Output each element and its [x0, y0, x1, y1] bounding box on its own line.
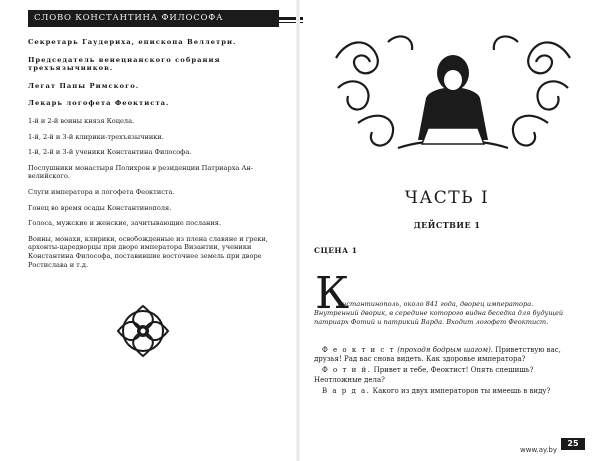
speaker-name: Ф е о к т и с т — [322, 346, 395, 354]
cast-item: Гонец во время осады Константинополя. — [28, 203, 172, 212]
stage-direction — [314, 300, 578, 327]
cast-item: Секретарь Гаудериха, епископа Веллетри. — [28, 38, 237, 46]
cast-item: Председатель венецианского собрания трехъязычников. — [28, 55, 221, 73]
cast-item: Легат Папы Римского. — [28, 81, 140, 90]
ornament-rosette — [113, 300, 173, 362]
cast-item: Воины, монахи, клирики, освобожденные из плена славяне и греки, архонты-царедворцы при дворе императора Византии, ученики Константина Философа, поставившие восточнее земель при дворе Ростислава и т.д. — [28, 234, 268, 269]
cast-item: Лекарь логофета Феоктиста. — [28, 99, 170, 108]
dialogue-line — [314, 346, 576, 364]
part-title: ЧАСТЬ I — [404, 188, 490, 208]
book-gutter — [296, 0, 300, 461]
cast-item: Слуги императора и логофета Феоктиста. — [28, 187, 175, 196]
cast-item: 1-й, 2-й и 3-й ученики Константина Философа. — [28, 148, 192, 157]
cast-item: 1-й, 2-й и 3-й клирики-трехъязычники. — [28, 132, 164, 141]
cast-item: Послушники монастыря Полихрон в резиденции Патриарха Анвелийского. — [28, 163, 254, 181]
cast-item: 1-й и 2-й воины князя Коцела. — [28, 116, 135, 125]
dialogue-line — [314, 366, 576, 384]
cast-item: Голоса, мужские и женские, зачитывающие послания. — [28, 219, 222, 228]
cast-list — [28, 38, 283, 276]
page-number: 25 — [561, 438, 585, 450]
speaker-name: Ф о т и й. — [322, 366, 372, 375]
line-text: Приветствую вас, друзья! Рад вас снова видеть. Как здоровье императора? — [314, 346, 561, 364]
right-page — [308, 10, 586, 450]
stage-direction-first-line: онстантинополь, около 841 года, дворец императора. — [338, 300, 534, 308]
scene-title: СЦЕНА 1 — [314, 246, 358, 255]
stage-direction-rest: Внутренний дворик, в середине которого видна беседка для будущей патриарх Фотий и патрикий Варда. Входит логофет Феоктист. — [314, 309, 564, 326]
ornament-scribe-illustration — [328, 28, 578, 158]
line-text: Какого из двух императоров ты имеешь в виду? — [372, 386, 551, 395]
dialogue — [314, 346, 576, 398]
act-title: ДЕЙСТВИЕ 1 — [413, 220, 481, 230]
watermark: www.ay.by — [520, 446, 558, 454]
drop-cap: К — [315, 268, 350, 319]
dialogue-line — [314, 387, 576, 396]
speaker-name: В а р д а. — [322, 386, 371, 395]
left-page — [28, 10, 290, 450]
running-head: СЛОВО КОНСТАНТИНА ФИЛОСОФА — [28, 10, 279, 27]
line-text: Привет и тебе, Феоктист! Опять спешишь? Неотложные дела? — [314, 366, 534, 384]
stage-remark: (проходя бодрым шагом). — [397, 346, 494, 354]
